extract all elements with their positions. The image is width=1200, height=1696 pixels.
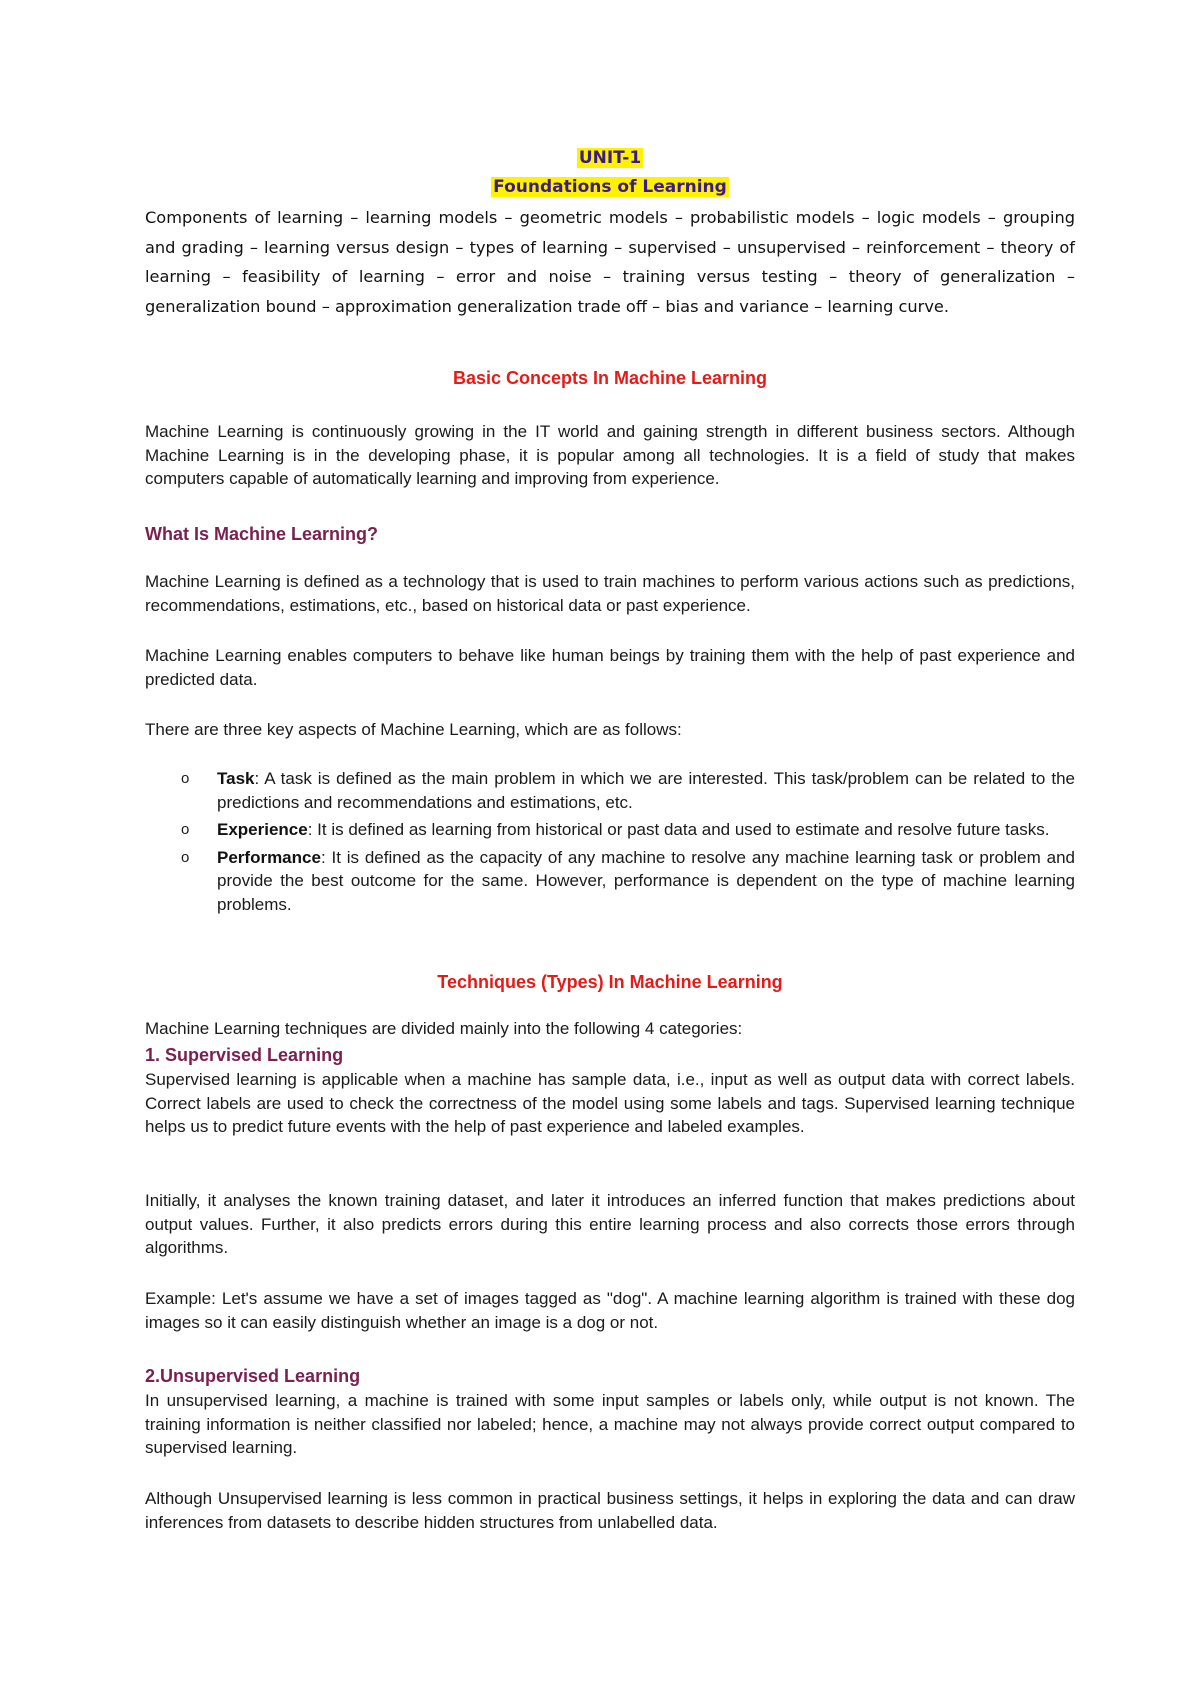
para-techniques-intro: Machine Learning techniques are divided mainly into the following 4 categories: <box>145 1019 743 1038</box>
term-experience: Experience <box>217 820 308 839</box>
para-what-is-ml-3: There are three key aspects of Machine Learning, which are as follows: <box>145 720 682 739</box>
unit-subtitle <box>145 176 1075 198</box>
list-item-experience <box>145 818 1075 842</box>
heading-basic-concepts: Basic Concepts In Machine Learning <box>452 368 768 388</box>
para-supervised-1: Supervised learning is applicable when a machine has sample data, i.e., input as well as output data with correct labels. Correct labels are used to check the correctness of the model using some labels and tags. Supervised learning technique helps us to predict future events with the help of past experience and labeled examples. <box>145 1070 1075 1136</box>
unit-title-text: UNIT-1 <box>578 148 642 168</box>
para-supervised-2: Initially, it analyses the known training dataset, and later it introduces an inferred function that makes predictions about output values. Further, it also predicts errors during this entire learning process and also corrects those errors through algorithms. <box>145 1191 1075 1257</box>
heading-supervised: 1. Supervised Learning <box>145 1045 344 1065</box>
bullet-marker: o <box>181 821 190 838</box>
para-supervised-example: Example: Let's assume we have a set of images tagged as "dog". A machine learning algorithm is trained with these dog images so it can easily distinguish whether an image is a dog or not. <box>145 1289 1075 1332</box>
term-task: Task <box>217 769 255 788</box>
desc-task: : A task is defined as the main problem in which we are interested. This task/problem can be related to the predictions and recommendations and estimations, etc. <box>217 769 1075 812</box>
list-item-task <box>145 767 1075 814</box>
para-unsupervised-1: In unsupervised learning, a machine is trained with some input samples or labels only, while output is not known. The training information is neither classified nor labeled; hence, a machine may not always provide correct output compared to supervised learning. <box>145 1391 1075 1457</box>
para-unsupervised-2: Although Unsupervised learning is less common in practical business settings, it helps in exploring the data and can draw inferences from datasets to describe hidden structures from unlabelled data. <box>145 1489 1075 1532</box>
bullet-marker: o <box>181 770 190 787</box>
heading-unsupervised: 2.Unsupervised Learning <box>145 1366 361 1386</box>
para-what-is-ml-1: Machine Learning is defined as a technology that is used to train machines to perform various actions such as predictions, recommendations, estimations, etc., based on historical data or past experience. <box>145 572 1075 615</box>
unit-subtitle-text: Foundations of Learning <box>493 177 727 197</box>
heading-what-is-ml: What Is Machine Learning? <box>145 524 379 544</box>
unit-title <box>145 147 1075 169</box>
aspects-list <box>145 767 1075 920</box>
para-basic-concepts: Machine Learning is continuously growing in the IT world and gaining strength in different business sectors. Although Machine Learning is in the developing phase, it is popular among all technologies. It is a field of study that makes computers capable of automatically learning and improving from experience. <box>145 422 1075 488</box>
heading-techniques: Techniques (Types) In Machine Learning <box>437 972 783 992</box>
list-item-performance <box>145 846 1075 917</box>
bullet-marker: o <box>181 848 190 866</box>
syllabus-topics: Components of learning – learning models – geometric models – probabilistic models – logic models – grouping and grading – learning versus design – types of learning – supervised – unsupervised – reinforcement – theory of learning – feasibility of learning – error and noise – training versus testing – theory of generalization – generalization bound – approximation generalization trade off – bias and variance – learning curve. <box>145 208 1075 316</box>
term-performance: Performance <box>217 847 321 867</box>
desc-experience: : It is defined as learning from historical or past data and used to estimate and resolve future tasks. <box>307 820 1050 839</box>
para-what-is-ml-2: Machine Learning enables computers to behave like human beings by training them with the help of past experience and predicted data. <box>145 646 1075 689</box>
desc-performance: : It is defined as the capacity of any machine to resolve any machine learning task or problem and provide the best outcome for the same. However, performance is dependent on the type of machine learning problems. <box>217 847 1075 914</box>
